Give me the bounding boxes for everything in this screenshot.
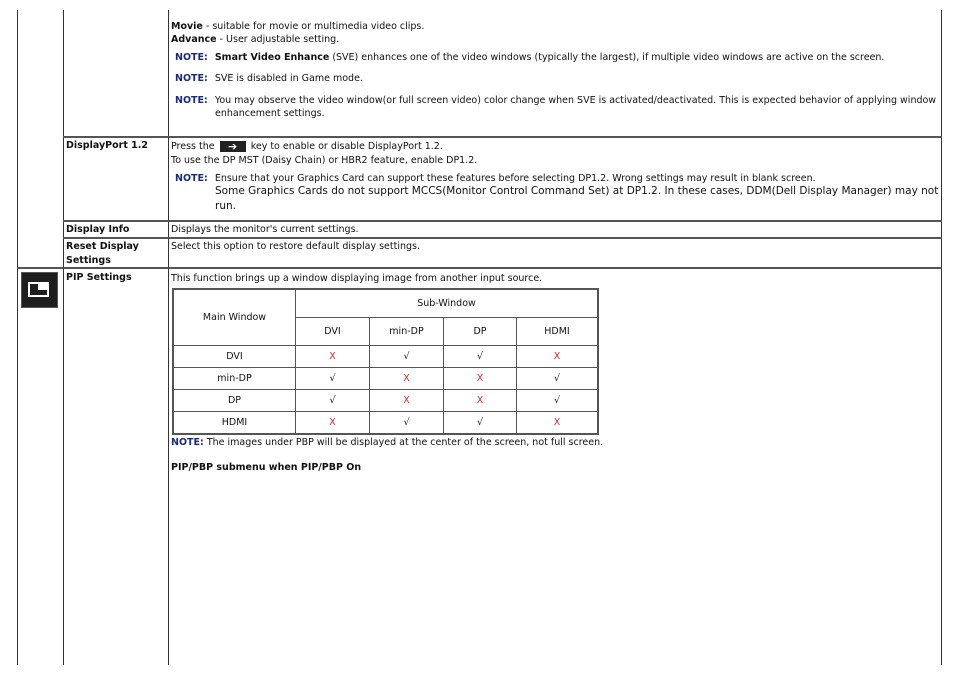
note-sve-2: NOTE: SVE is disabled in Game mode. [175,73,363,84]
table-row [173,346,598,368]
table-cell: X [370,390,444,412]
pbp-note: NOTE: The images under PBP will be displayed at the center of the screen, not full screen. [171,437,604,448]
note-sve-1: NOTE: Smart Video Enhance (SVE) enhances one of the video windows (typically the largest), if multiple video windows are active on the screen. [175,52,885,63]
table-cell: √ [444,346,517,368]
note-sve-3: NOTE: You may observe the video window(or full screen video) color change when SVE is activated/deactivated. This is expected behavior of applying window [175,95,937,106]
table-cell: X [296,412,370,435]
label-column-border [168,10,169,665]
right-border [941,10,942,665]
note-sve-3-cont: enhancement settings. [215,108,325,119]
pip-compatibility-table [172,288,599,435]
left-border [17,10,18,665]
displayport-mst: To use the DP MST (Daisy Chain) or HBR2 feature, enable DP1.2. [171,155,478,166]
row-divider [17,267,942,269]
sub-window-header: Sub-Window [296,289,599,318]
pip-settings-label: PIP Settings [66,272,132,283]
table-row [173,390,598,412]
table-row [173,412,598,435]
table-cell: √ [296,368,370,390]
row-header: DP [173,390,296,412]
reset-label-2: Settings [66,255,111,266]
mode-movie: Movie - suitable for movie or multimedia video clips. [171,21,425,32]
table-cell: X [444,368,517,390]
pip-submenu-title: PIP/PBP submenu when PIP/PBP On [171,462,362,473]
table-cell: √ [370,412,444,435]
column-header: DP [444,318,517,346]
reset-desc: Select this option to restore default display settings. [171,241,420,252]
row-divider [63,220,942,222]
displayport-label: DisplayPort 1.2 [66,140,149,151]
table-cell: √ [296,390,370,412]
pip-icon [21,272,58,308]
table-cell: X [444,390,517,412]
table-row [173,368,598,390]
row-divider [63,237,942,239]
table-cell: √ [370,346,444,368]
main-window-header: Main Window [173,289,296,346]
row-divider [63,136,942,138]
row-header: HDMI [173,412,296,435]
table-cell: X [517,412,599,435]
table-cell: X [517,346,599,368]
table-cell: √ [517,390,599,412]
icon-column-border [63,10,64,665]
table-cell: √ [444,412,517,435]
column-header: min-DP [370,318,444,346]
reset-label-1: Reset Display [66,241,139,252]
table-cell: X [296,346,370,368]
displayport-note-3: run. [215,200,236,212]
mode-advance: Advance - User adjustable setting. [171,34,340,45]
table-cell: X [370,368,444,390]
displayport-note-2: Some Graphics Cards do not support MCCS(Monitor Control Command Set) at DP1.2. In these cases, DDM(Dell Display Manager) may not [215,185,939,197]
display-info-desc: Displays the monitor's current settings. [171,224,359,235]
display-info-label: Display Info [66,224,130,235]
column-header: HDMI [517,318,599,346]
row-header: min-DP [173,368,296,390]
right-arrow-icon: ➔ [220,141,246,152]
row-header: DVI [173,346,296,368]
displayport-press: Press the ➔ key to enable or disable DisplayPort 1.2. [171,140,443,153]
table-cell: √ [517,368,599,390]
column-header: DVI [296,318,370,346]
pip-desc: This function brings up a window displaying image from another input source. [171,273,543,284]
displayport-note: NOTE: Ensure that your Graphics Card can support these features before selecting DP1.2. Wrong settings may result in blank screen. [175,173,816,184]
